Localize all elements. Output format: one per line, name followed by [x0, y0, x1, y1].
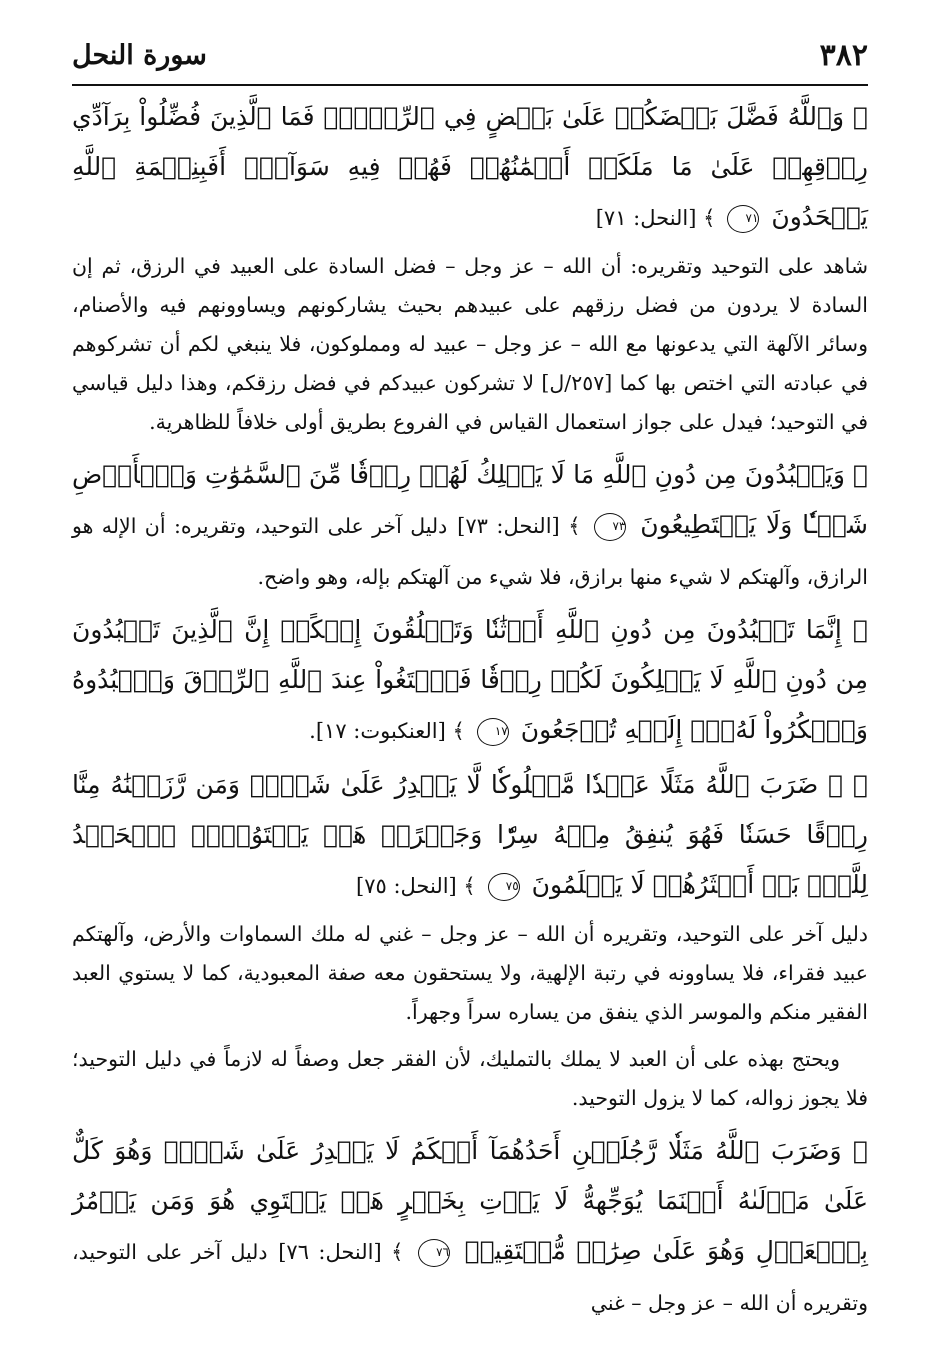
commentary-paragraph: ويحتج بهذه على أن العبد لا يملك بالتمليك، لأن الفقر جعل وصفاً له لازماً في دليل التوحيد؛ فلا يجوز زواله، كما لا يزول التوحيد.	[72, 1047, 868, 1110]
verse-text: ﴿ ۞ ضَرَبَ ٱللَّهُ مَثَلًا عَبۡدٗا مَّمۡلُوكٗا لَّا يَقۡدِرُ عَلَىٰ شَيۡءٖ وَمَن رَّزَقۡنَٰهُ مِنَّا رِزۡقًا حَسَنٗا فَهُوَ يُنفِقُ مِنۡهُ سِرّٗا وَجَهۡرًاۖ هَلۡ يَسۡتَوُۥنَۚ ٱلۡحَمۡدُ لِلَّهِۚ بَلۡ أَكۡثَرُهُمۡ لَا يَعۡلَمُونَ	[72, 770, 868, 899]
verse-text: ﴿ وَٱللَّهُ فَضَّلَ بَعۡضَكُمۡ عَلَىٰ بَعۡضٍ فِي ٱلرِّزۡقِۚ فَمَا ٱلَّذِينَ فُضِّلُواْ بِرَآدِّي رِزۡقِهِمۡ عَلَىٰ مَا مَلَكَتۡ أَيۡمَٰنُهُمۡ فَهُمۡ فِيهِ سَوَآءٌۚ أَفَبِنِعۡمَةِ ٱللَّهِ يَجۡحَدُونَ	[72, 102, 868, 231]
verse-text: ﴿ وَيَعۡبُدُونَ مِن دُونِ ٱللَّهِ مَا لَا يَمۡلِكُ لَهُمۡ رِزۡقٗا مِّنَ ٱلسَّمَٰوَٰتِ وَٱلۡأَرۡضِ شَيۡـٔٗا وَلَا يَسۡتَطِيعُونَ	[72, 460, 868, 539]
verse-reference: ﴾ [النحل: ٧٥]	[356, 874, 476, 898]
verse-reference: ﴾ [النحل: ٧٣]	[457, 514, 581, 538]
verse-reference: ﴾ [النحل: ٧٦]	[278, 1240, 404, 1264]
verse-reference: ﴾ [النحل: ٧١]	[595, 206, 716, 230]
verse-reference: ﴾ [العنكبوت: ١٧].	[309, 719, 465, 743]
commentary-paragraph: شاهد على التوحيد وتقريره: أن الله – عز وجل – فضل السادة على العبيد في الرزق، ثم إن السادة لا يردون من فضل رزقهم على عبيدهم بحيث يشاركونهم ويساوونهم فيه والأصنام، وسائر الآلهة التي يدعونها مع الله – عز وجل – عبيد له ومملوكون، فلا ينبغي لكم أن تشركوهم في عبادته التي اختص بها كما [٢٥٧/ل] لا تشركون عبيدكم في فضل رزقكم، وهذا دليل قياسي في التوحيد؛ فيدل على جواز استعمال القياس في الفروع بطريق أولى خلافاً للظاهرية.	[72, 254, 868, 434]
quran-verse-71	[72, 92, 868, 243]
quran-verse-76	[72, 1126, 868, 1327]
page-content	[72, 92, 868, 1331]
verse-text: ﴿ إِنَّمَا تَعۡبُدُونَ مِن دُونِ ٱللَّهِ أَوۡثَٰنٗا وَتَخۡلُقُونَ إِفۡكًاۚ إِنَّ ٱلَّذِينَ تَعۡبُدُونَ مِن دُونِ ٱللَّهِ لَا يَمۡلِكُونَ لَكُمۡ رِزۡقٗا فَٱبۡتَغُواْ عِندَ ٱللَّهِ ٱلرِّزۡقَ وَٱعۡبُدُوهُ وَٱشۡكُرُواْ لَهُۥٓۖ إِلَيۡهِ تُرۡجَعُونَ	[72, 615, 868, 744]
surah-title: سورة النحل	[72, 40, 207, 71]
quran-verse-75	[72, 760, 868, 911]
verse-number-marker: ٧١	[727, 205, 759, 233]
page-header	[72, 22, 868, 86]
quran-verse-73	[72, 450, 868, 601]
verse-text: ﴿ وَضَرَبَ ٱللَّهُ مَثَلٗا رَّجُلَيۡنِ أَحَدُهُمَآ أَبۡكَمُ لَا يَقۡدِرُ عَلَىٰ شَيۡءٖ وَهُوَ كَلٌّ عَلَىٰ مَوۡلَىٰهُ أَيۡنَمَا يُوَجِّههُّ لَا يَأۡتِ بِخَيۡرٍ هَلۡ يَسۡتَوِي هُوَ وَمَن يَأۡمُرُ بِٱلۡعَدۡلِ وَهُوَ عَلَىٰ صِرَٰطٖ مُّسۡتَقِيمٖ	[72, 1136, 868, 1265]
verse-number-marker: ٧٣	[594, 513, 626, 541]
verse-number-marker: ٧٥	[488, 873, 520, 901]
commentary-paragraph: دليل آخر على التوحيد، وتقريره أن الله – عز وجل – غني له ملك السماوات والأرض، وآلهتكم عبيد فقراء، فلا يساوونه في رتبة الإلهية، ولا يستحقون معه صفة المعبودية، كما لا يستوي العبد الفقير منكم والموسر الذي ينفق من يساره سراً وجهراً.	[72, 922, 868, 1024]
verse-number-marker: ٧٦	[418, 1239, 450, 1267]
quran-verse-ankabut-17	[72, 605, 868, 756]
verse-number-marker: ١٧	[477, 718, 509, 746]
page-number: ٣٨٢	[819, 38, 868, 73]
commentary-paragraph: دليل آخر على التوحيد، وتقريره: أن الإله هو الرازق، وآلهتكم لا شيء منها برازق، فلا شيء من آلهتكم بإله، وهو واضح.	[72, 514, 868, 589]
commentary-paragraph: دليل آخر على التوحيد، وتقريره أن الله – عز وجل – غني	[72, 1240, 868, 1315]
